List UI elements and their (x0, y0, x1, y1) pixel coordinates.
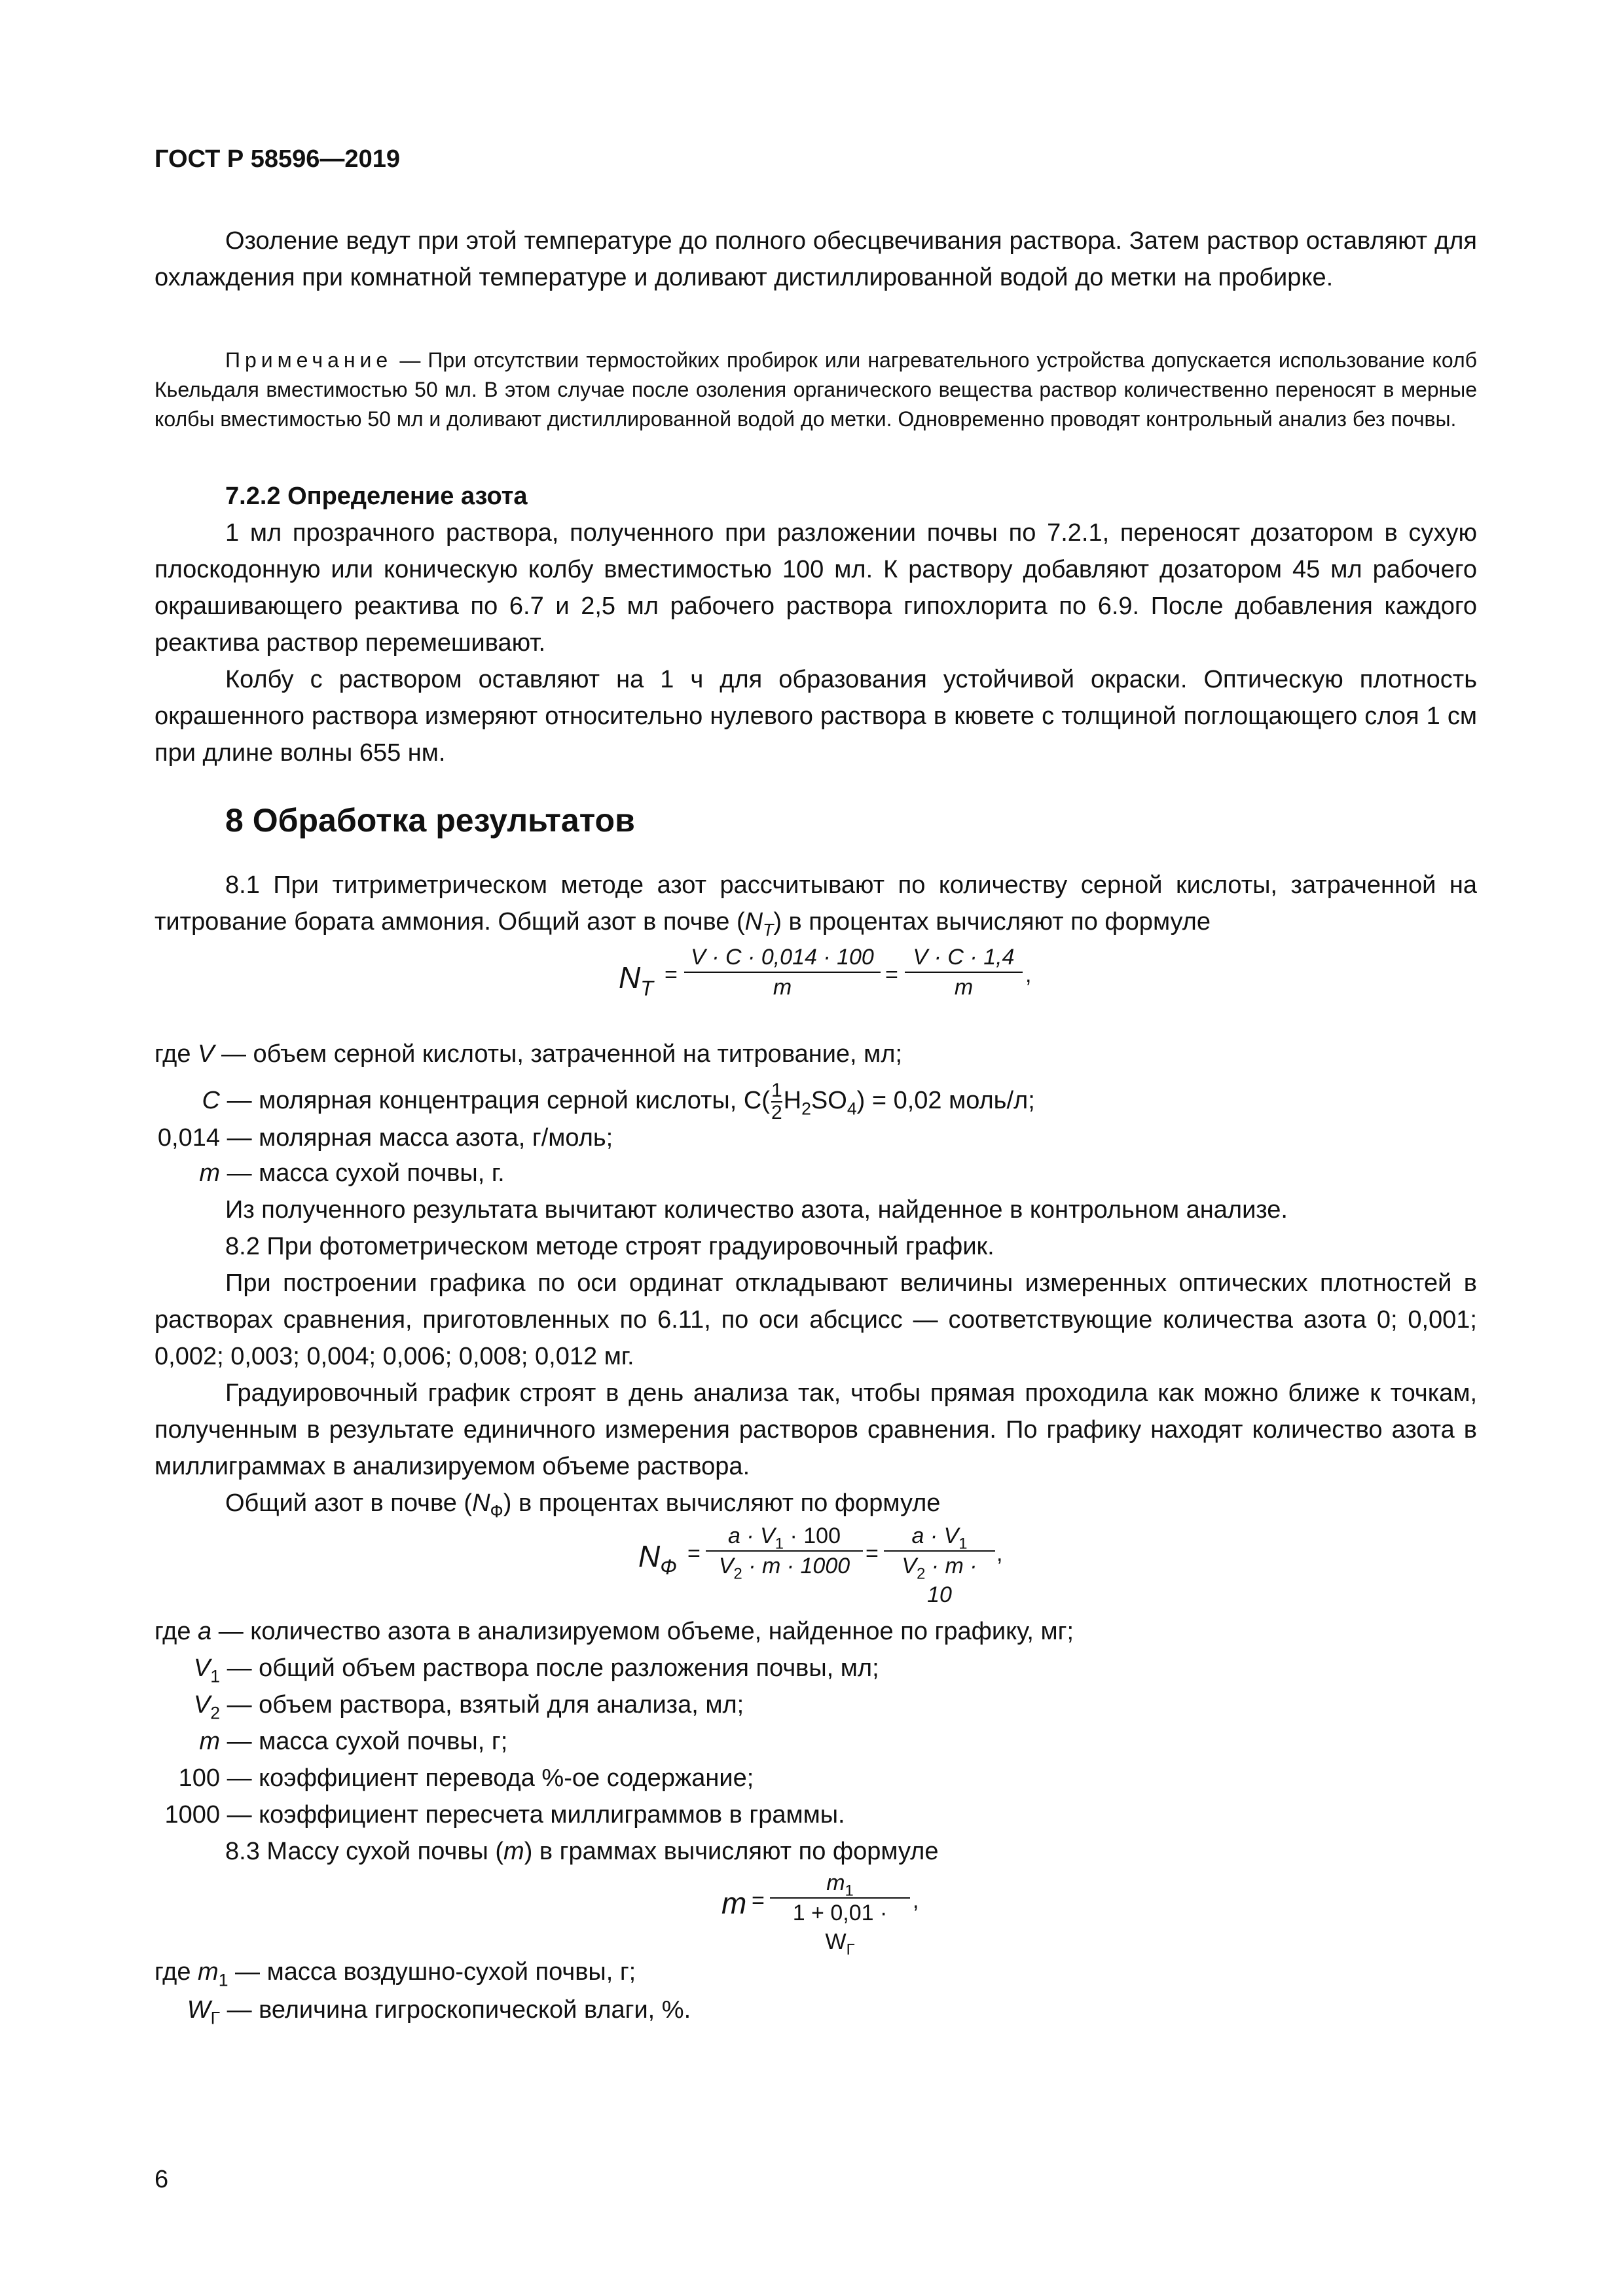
legend1-row-m: m — масса сухой почвы, г. (199, 1159, 505, 1187)
paragraph-control: Из полученного результата вычитают количество азота, найденное в контрольном анализе. (225, 1196, 1288, 1224)
page-number: 6 (155, 2166, 169, 2193)
section-722-title: 7.2.2 Определение азота (225, 483, 528, 510)
legend2-row-V1: $V_1$ — общий объем раствора после разложения почвы, мл; (193, 1654, 879, 1686)
legend2-row-1000: 1000 — коэффициент пересчета миллиграммов в граммы. (164, 1801, 845, 1829)
section-8-title: 8 Обработка результатов (225, 802, 635, 839)
section-722-paragraph-2: Колбу с раствором оставляют на 1 ч для образования устойчивой окраски. Оптическую плотность окрашенного раствора измеряют относительно нулевого раствора в кювете с толщиной поглощающего слоя 1 см при длине волны 655 нм. (155, 666, 1477, 767)
intro-paragraph: Озоление ведут при этой температуре до полного обесцвечивания раствора. Затем раствор оставляют для охлаждения при комнатной температуре и доливают дистиллированной водой до метки на пробирке. (155, 227, 1477, 291)
note-label: Примечание (225, 348, 393, 372)
paragraph-8-2-d: Общий азот в почве $(N_Ф)$ в процентах вычисляют по формуле (225, 1489, 941, 1522)
legend3-row-W: $W_Г$ — величина гигроскопической влаги, %. (187, 1996, 691, 2028)
document-header: ГОСТ Р 58596—2019 (155, 145, 400, 173)
fraction-2a: $a \cdot V_1 \cdot 100$ $V_2 \cdot m \cdot 1000$ (706, 1522, 863, 1580)
legend1-row-0014: 0,014 — молярная масса азота, г/моль; (157, 1124, 613, 1152)
paragraph-8-2-c: Градуировочный график строят в день анализа так, чтобы прямая проходила как можно ближе к точкам, полученным в результате единичного измерения растворов сравнения. По графику находят количество азота в миллиграммах в анализируемом объеме раствора. (155, 1379, 1477, 1480)
formula-nitrogen-photometric: $N_Ф$ = $a \cdot V_1 \cdot 100$ $V_2 \cdot m \cdot 1000$ = $a \cdot V_1$ $V_2 \cdot m \cdot 10$ , (0, 1519, 1623, 1597)
paragraph-8-2: 8.2 При фотометрическом методе строят градуировочный график. (225, 1233, 994, 1260)
note-text: — При отсутствии термостойких пробирок или нагревательного устройства допускается использование колб Кьельдаля вместимостью 50 мл. В этом случае после озоления органического вещества раствор количественно переносят в мерные колбы вместимостью 50 мл и доливают дистиллированной водой до метки. Одновременно проводят контрольный анализ без почвы. (155, 348, 1477, 431)
legend3-row-m1: где $m_1$ — масса воздушно-сухой почвы, г; (155, 1958, 636, 1990)
fraction-2b: $a \cdot V_1$ $V_2 \cdot m \cdot 10$ (884, 1522, 995, 1609)
formula-dry-soil-mass: m = $m_1$ $1 + 0,01 \cdot W_Г$ , (0, 1866, 1623, 1944)
legend1-row-V: где V — объем серной кислоты, затраченной на титрование, мл; (155, 1040, 903, 1068)
section-722-paragraph-1: 1 мл прозрачного раствора, полученного при разложении почвы по 7.2.1, переносят дозатором в сухую плоскодонную или коническую колбу вместимостью 100 мл. К раствору добавляют дозатором 45 мл рабочего окрашивающего реактива по 6.7 и 2,5 мл рабочего раствора гипохлорита по 6.9. После добавления каждого реактива раствор перемешивают. (155, 519, 1477, 657)
formula-nitrogen-titrimetric: $N_T$ = V · C · 0,014 · 100 m = V · C · 1,4 m , (0, 943, 1623, 1015)
fraction-1a: V · C · 0,014 · 100 m (684, 943, 881, 1002)
paragraph-8-2-b: При построении графика по оси ординат откладывают величины измеренных оптических плотностей в растворах сравнения, приготовленных по 6.11, по оси абсцисс — соответствующие количества азота 0; 0,001; 0,002; 0,003; 0,004; 0,006; 0,008; 0,012 мг. (155, 1269, 1477, 1370)
legend2-row-V2: $V_2$ — объем раствора, взятый для анализа, мл; (193, 1691, 744, 1723)
legend2-row-m: m — масса сухой почвы, г; (199, 1728, 508, 1755)
fraction-3: $m_1$ $1 + 0,01 \cdot W_Г$ (770, 1868, 910, 1956)
paragraph-8-1: 8.1 При титриметрическом методе азот рассчитывают по количеству серной кислоты, затраченной на титрование бората аммония. Общий азот в почве $(N_T)$ в процентах вычисляют по формуле (155, 871, 1477, 940)
legend2-row-100: 100 — коэффициент перевода %-ое содержание; (178, 1764, 754, 1792)
fraction-1b: V · C · 1,4 m (905, 943, 1023, 1002)
note-paragraph (155, 346, 1477, 434)
paragraph-8-3: 8.3 Массу сухой почвы (m) в граммах вычисляют по формуле (225, 1838, 939, 1865)
legend1-row-C: C — молярная концентрация серной кислоты, C( $\frac{1}{2}$ $H_2SO_4) = 0,02$ моль/л; (202, 1080, 1035, 1123)
legend2-row-a: где a — количество азота в анализируемом объеме, найденное по графику, мг; (155, 1618, 1074, 1645)
